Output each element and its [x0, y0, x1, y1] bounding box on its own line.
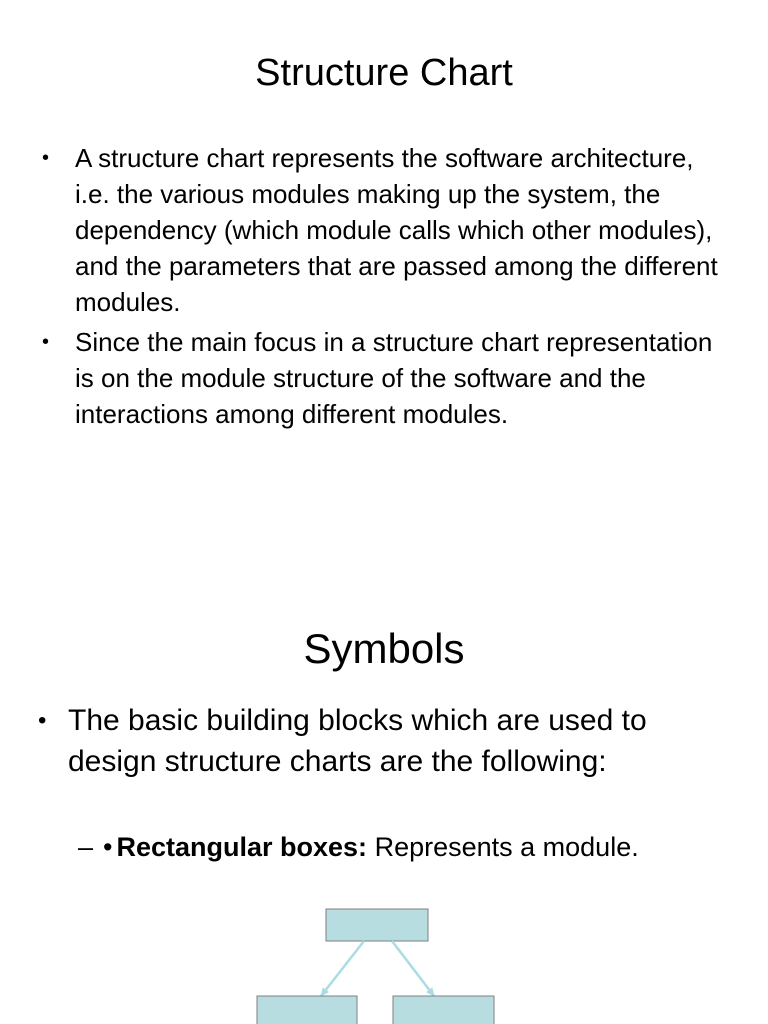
bullet-text: The basic building blocks which are used to design structure charts are the following: — [68, 704, 647, 778]
list-item — [42, 324, 732, 432]
bullet-list — [42, 140, 732, 436]
bullet-list — [38, 700, 738, 782]
arrow-right — [392, 941, 434, 996]
arrow-left — [321, 941, 364, 996]
module-box-parent — [326, 909, 428, 941]
module-diagram — [0, 904, 768, 1024]
list-item — [38, 700, 738, 782]
term-description: Represents a module. — [367, 832, 639, 862]
slide-symbols — [0, 512, 768, 1024]
bullet-icon: • — [42, 331, 50, 353]
slide-title: Symbols — [303, 625, 465, 672]
bullet-icon: • — [38, 707, 47, 734]
bullet-icon: • — [42, 147, 50, 169]
list-item — [42, 140, 732, 320]
module-box-child-left — [257, 996, 357, 1024]
module-box-child-right — [393, 996, 494, 1024]
bullet-text: Since the main focus in a structure chart representation is on the module structure of the software and the interactions among different modules. — [75, 327, 713, 429]
sub-bullet-rectangular-boxes — [78, 830, 639, 864]
bullet-icon: • — [103, 832, 113, 862]
term-label: Rectangular boxes: — [116, 832, 368, 862]
bullet-text: A structure chart represents the software architecture, i.e. the various modules making up the system, the dependency (which module calls which other modules), and the parameters that are passed among the different modules. — [75, 143, 718, 317]
slide-title: Structure Chart — [255, 52, 513, 94]
dash-icon: – — [78, 832, 94, 862]
